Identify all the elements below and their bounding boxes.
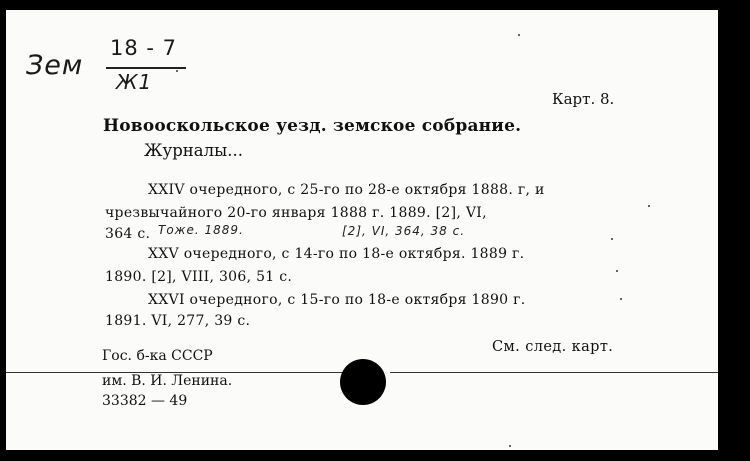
- handwritten-fraction-bottom: Ж1: [116, 70, 153, 94]
- entry-line: чрезвычайного 20-го января 1888 г. 1889. [2], VI,: [105, 205, 487, 221]
- speck: [616, 270, 618, 272]
- entry-line: 1891. VI, 277, 39 с.: [105, 313, 251, 329]
- entry-line: 1890. [2], VIII, 306, 51 с.: [105, 269, 293, 285]
- speck: [176, 70, 178, 72]
- speck: [620, 298, 622, 300]
- handwritten-fraction-line: [106, 67, 186, 69]
- punch-hole: [340, 359, 386, 405]
- card-heading: Новооскольское уезд. земское собрание.: [103, 116, 522, 136]
- card-number: Карт. 8.: [552, 90, 615, 108]
- handwritten-fraction-top: 18 - 7: [110, 36, 178, 60]
- entry-line: XXIV очередного, с 25-го по 28-е октября 1888. г, и: [148, 182, 545, 198]
- entry-line: XXV очередного, с 14-го по 18-е октября. 1889 г.: [148, 246, 525, 262]
- handwritten-note: [2], VI, 364, 38 с.: [342, 224, 466, 238]
- see-next-card: См. след. карт.: [492, 339, 614, 355]
- entry-line: 364 с.: [105, 226, 151, 242]
- speck: [509, 445, 511, 447]
- speck: [648, 205, 650, 207]
- speck: [611, 238, 613, 240]
- handwritten-code: Зем: [26, 50, 84, 81]
- card-subheading: Журналы...: [144, 141, 243, 160]
- entry-line: XXVI очередного, с 15-го по 18-е октября 1890 г.: [148, 292, 526, 308]
- handwritten-note: Тоже. 1889.: [158, 223, 244, 237]
- divider: [390, 372, 718, 373]
- speck: [518, 34, 520, 36]
- library-stamp-line: Гос. б-ка СССР: [102, 348, 213, 364]
- catalog-card: [6, 10, 718, 450]
- library-stamp-line: им. В. И. Ленина.: [102, 373, 233, 389]
- library-stamp-line: 33382 — 49: [102, 393, 188, 409]
